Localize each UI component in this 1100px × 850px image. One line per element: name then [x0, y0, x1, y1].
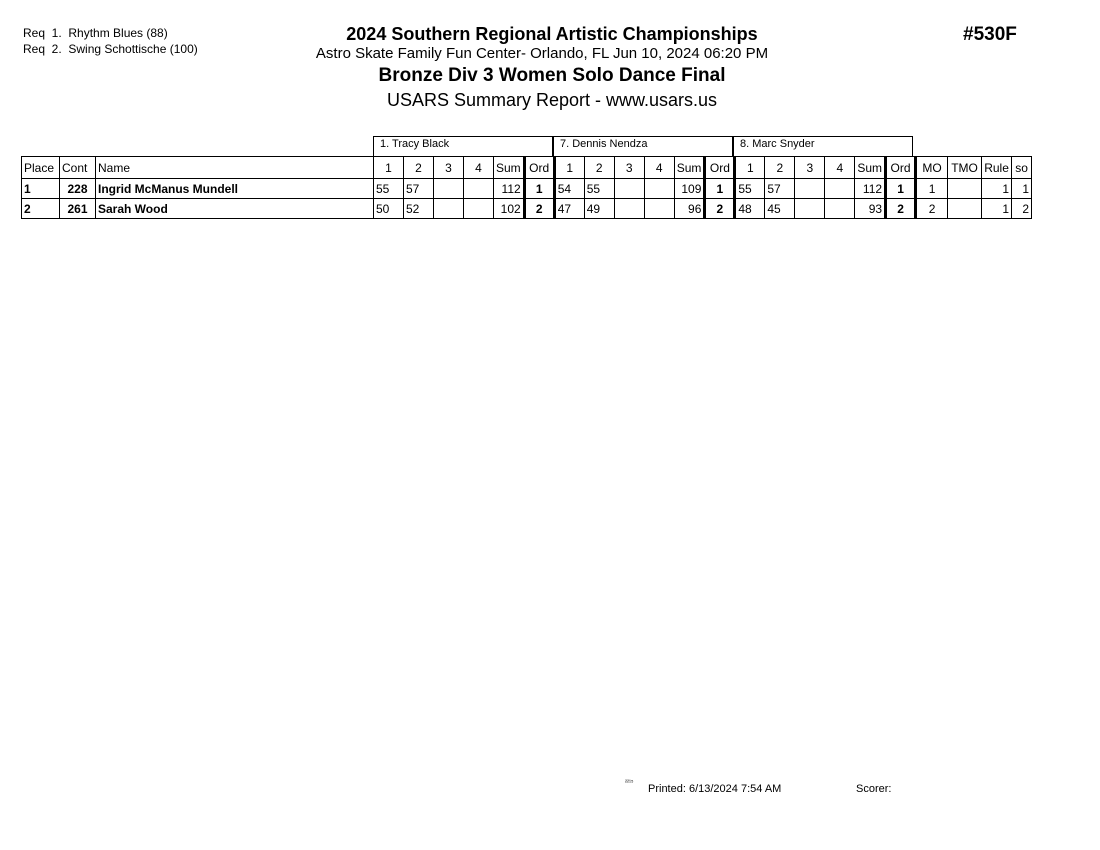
col-rule: Rule: [982, 157, 1012, 179]
j1-sum-cell: 102: [494, 199, 525, 219]
col-j2-1: 1: [554, 157, 584, 179]
table-row: [22, 179, 1032, 199]
report-title: USARS Summary Report - www.usars.us: [386, 90, 718, 110]
so-cell: 2: [1012, 199, 1032, 219]
j3-score-4-cell: [825, 179, 855, 199]
place-cell: 2: [22, 199, 60, 219]
j3-score-2-cell: 57: [765, 179, 795, 199]
tmo-cell: [948, 179, 982, 199]
rule-cell: 1: [982, 179, 1012, 199]
j1-score-1-cell: 50: [374, 199, 404, 219]
event-number: #530F: [963, 24, 1017, 45]
j3-ordinal-cell: 2: [886, 199, 916, 219]
j2-sum-cell: 109: [674, 179, 705, 199]
printed-timestamp: Printed: 6/13/2024 7:54 AM: [648, 783, 782, 795]
results-table: [21, 156, 1032, 219]
place-cell: 1: [22, 179, 60, 199]
j2-score-1-cell: 47: [554, 199, 584, 219]
j2-score-1-cell: 54: [554, 179, 584, 199]
col-name: Name: [96, 157, 374, 179]
col-j1-4: 4: [464, 157, 494, 179]
j3-score-1-cell: 48: [735, 199, 765, 219]
j3-score-3-cell: [795, 179, 825, 199]
j3-sum-cell: 112: [855, 179, 886, 199]
j3-score-1-cell: 55: [735, 179, 765, 199]
mo-cell: 1: [916, 179, 948, 199]
j1-sum-cell: 112: [494, 179, 525, 199]
col-so: so: [1012, 157, 1032, 179]
j2-score-2-cell: 49: [584, 199, 614, 219]
judge-header-3: 8. Marc Snyder: [733, 136, 913, 156]
col-j3-3: 3: [795, 157, 825, 179]
col-cont: Cont: [60, 157, 96, 179]
requirement-1: Req 1. Rhythm Blues (88): [23, 26, 168, 40]
col-j3-2: 2: [765, 157, 795, 179]
col-j2-2: 2: [584, 157, 614, 179]
col-j1-3: 3: [434, 157, 464, 179]
col-j2-sum: Sum: [674, 157, 705, 179]
tmo-cell: [948, 199, 982, 219]
j3-score-3-cell: [795, 199, 825, 219]
col-j3-ord: Ord: [886, 157, 916, 179]
j2-ordinal-cell: 2: [705, 199, 735, 219]
j2-sum-cell: 96: [674, 199, 705, 219]
skater-name-cell: Sarah Wood: [96, 199, 374, 219]
j1-score-3-cell: [434, 199, 464, 219]
report-code-mark: ²²¹⁵: [625, 780, 634, 786]
j2-score-4-cell: [644, 199, 674, 219]
skater-name-cell: Ingrid McManus Mundell: [96, 179, 374, 199]
col-place: Place: [22, 157, 60, 179]
j2-score-3-cell: [614, 199, 644, 219]
col-j2-3: 3: [614, 157, 644, 179]
j2-score-2-cell: 55: [584, 179, 614, 199]
col-j3-1: 1: [735, 157, 765, 179]
rule-cell: 1: [982, 199, 1012, 219]
col-j2-ord: Ord: [705, 157, 735, 179]
j1-score-3-cell: [434, 179, 464, 199]
j1-score-2-cell: 57: [404, 179, 434, 199]
j2-ordinal-cell: 1: [705, 179, 735, 199]
col-tmo: TMO: [948, 157, 982, 179]
requirement-2: Req 2. Swing Schottische (100): [23, 42, 198, 56]
venue-datetime: Astro Skate Family Fun Center- Orlando, FL Jun 10, 2024 06:20 PM: [315, 45, 769, 62]
col-j3-4: 4: [825, 157, 855, 179]
table-header-row: [22, 157, 1032, 179]
col-j1-sum: Sum: [494, 157, 525, 179]
scorer-label: Scorer:: [856, 783, 892, 795]
event-title: Bronze Div 3 Women Solo Dance Final: [378, 65, 726, 86]
j1-score-4-cell: [464, 199, 494, 219]
col-j2-4: 4: [644, 157, 674, 179]
contestant-number-cell: 261: [60, 199, 96, 219]
so-cell: 1: [1012, 179, 1032, 199]
col-j1-1: 1: [374, 157, 404, 179]
j2-score-4-cell: [644, 179, 674, 199]
j2-score-3-cell: [614, 179, 644, 199]
j1-ordinal-cell: 2: [524, 199, 554, 219]
col-j1-ord: Ord: [524, 157, 554, 179]
judge-header-2: 7. Dennis Nendza: [553, 136, 733, 156]
j3-score-2-cell: 45: [765, 199, 795, 219]
j3-score-4-cell: [825, 199, 855, 219]
col-j3-sum: Sum: [855, 157, 886, 179]
mo-cell: 2: [916, 199, 948, 219]
j3-ordinal-cell: 1: [886, 179, 916, 199]
col-j1-2: 2: [404, 157, 434, 179]
j3-sum-cell: 93: [855, 199, 886, 219]
j1-ordinal-cell: 1: [524, 179, 554, 199]
judge-header-1: 1. Tracy Black: [373, 136, 553, 156]
championship-title: 2024 Southern Regional Artistic Championships: [346, 24, 758, 44]
table-row: [22, 199, 1032, 219]
j1-score-1-cell: 55: [374, 179, 404, 199]
contestant-number-cell: 228: [60, 179, 96, 199]
col-mo: MO: [916, 157, 948, 179]
j1-score-2-cell: 52: [404, 199, 434, 219]
j1-score-4-cell: [464, 179, 494, 199]
